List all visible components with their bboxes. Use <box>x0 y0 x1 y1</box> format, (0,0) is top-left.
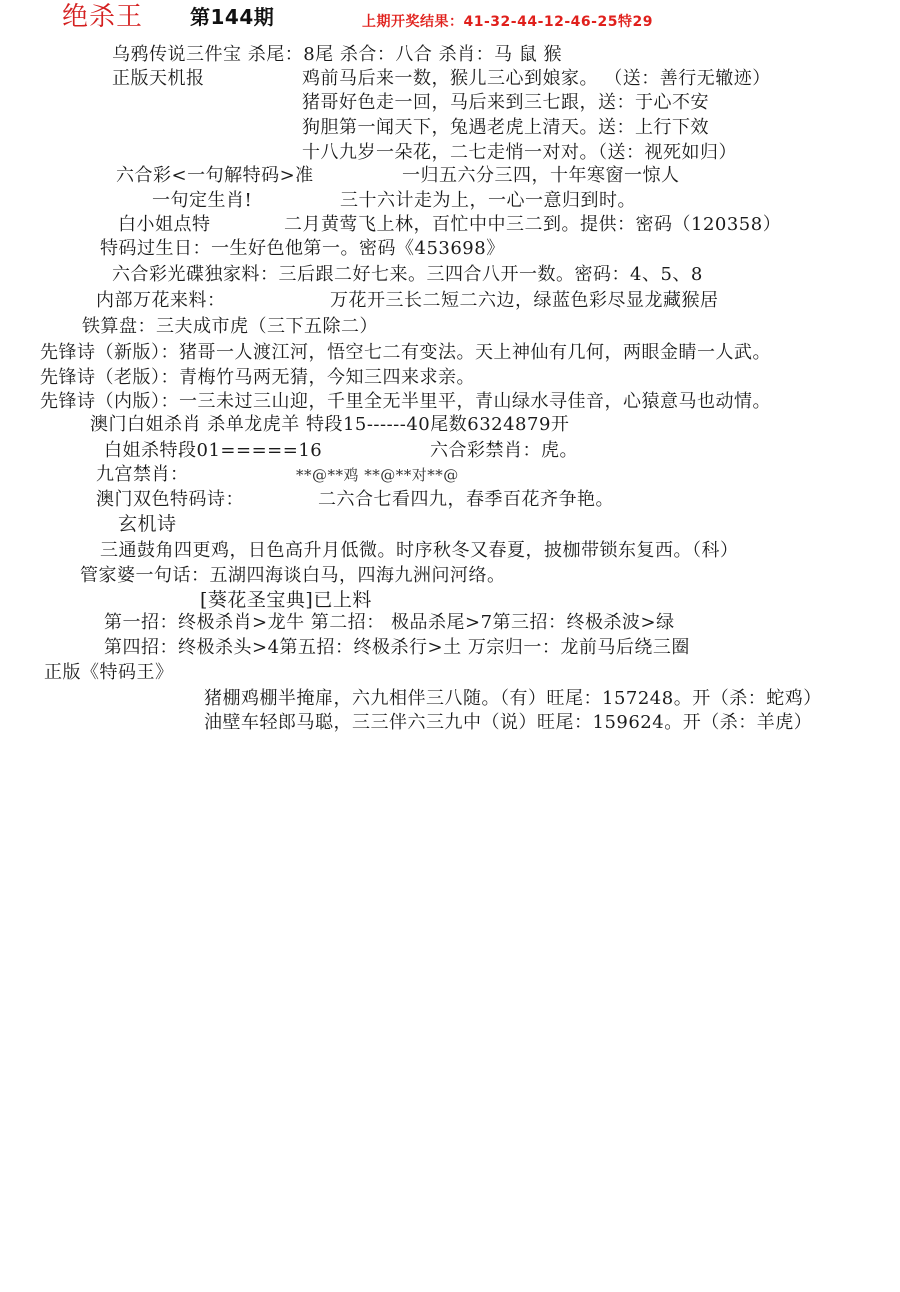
text-line: 正版《特码王》 <box>44 662 174 683</box>
issue-number: 第144期 <box>190 5 275 29</box>
text-line: 先锋诗（老版）：青梅竹马两无猜，今知三四来求亲。 <box>40 367 475 388</box>
text-line: 万花开三长二短二六边，绿蓝色彩尽显龙藏猴居 <box>330 290 719 311</box>
text-line: 猪棚鸡棚半掩扉，六九相伴三八随。（有）旺尾：157248。开（杀：蛇鸡） <box>204 688 822 709</box>
text-line: 六合彩光碟独家料：三后跟二好七来。三四合八开一数。密码：4、5、8 <box>112 264 703 285</box>
text-line: 先锋诗（内版）：一三未过三山迎，千里全无半里平，青山绿水寻佳音，心猿意马也动情。 <box>40 391 771 412</box>
page-title: 绝杀王 <box>62 2 144 32</box>
text-line: 正版天机报 <box>112 68 205 89</box>
text-line: 内部万花来料： <box>96 290 226 311</box>
text-line: 六合彩<一句解特码>准 <box>116 165 314 186</box>
text-line: 六合彩禁肖：虎。 <box>430 440 578 461</box>
section-heading: 玄机诗 <box>118 513 177 535</box>
text-line: 白姐杀特段01=====16 <box>104 440 323 461</box>
text-line: 澳门白姐杀肖 杀单龙虎羊 特段15------40尾数6324879开 <box>90 414 570 435</box>
text-line: **@**鸡 **@**对**@ <box>296 466 459 484</box>
text-line: 狗胆第一闻天下，兔遇老虎上清天。送：上行下效 <box>302 117 709 138</box>
text-line: 三十六计走为上，一心一意归到时。 <box>340 190 636 211</box>
text-line: 白小姐点特 <box>118 214 211 235</box>
last-result: 上期开奖结果：41-32-44-12-46-25特29 <box>362 14 653 30</box>
text-line: 油壁车轻郎马聪，三三伴六三九中（说）旺尾：159624。开（杀：羊虎） <box>204 712 813 733</box>
text-line: 二月黄莺飞上林，百忙中中三二到。提供：密码（120358） <box>284 214 782 235</box>
text-line: 第一招：终极杀肖>龙牛 第二招： 极品杀尾>7第三招：终极杀波>绿 <box>104 612 675 633</box>
text-line: 铁算盘：三夫成市虎（三下五除二） <box>82 316 378 337</box>
text-line: 管家婆一句话：五湖四海谈白马，四海九洲问河络。 <box>80 565 506 586</box>
text-line: 一句定生肖! <box>152 190 253 211</box>
text-line: 二六合七看四九，春季百花齐争艳。 <box>318 489 614 510</box>
text-line: 三通鼓角四更鸡，日色高升月低微。时序秋冬又春夏，披枷带锁东复西。（科） <box>100 540 739 561</box>
text-line: 猪哥好色走一回，马后来到三七跟，送：于心不安 <box>302 92 709 113</box>
text-line: 九宫禁肖： <box>96 464 189 485</box>
section-heading: [葵花圣宝典]已上料 <box>200 589 372 611</box>
text-line: 一归五六分三四，十年寒窗一惊人 <box>402 165 680 186</box>
text-line: 特码过生日：一生好色他第一。密码《453698》 <box>100 238 505 259</box>
text-line: 十八九岁一朵花，二七走悄一对对。（送：视死如归） <box>302 142 737 163</box>
text-line: 先锋诗（新版）：猪哥一人渡江河，悟空七二有变法。天上神仙有几何，两眼金睛一人武。 <box>40 342 771 363</box>
text-line: 澳门双色特码诗： <box>96 489 244 510</box>
text-line: 鸡前马后来一数，猴儿三心到娘家。 （送：善行无辙迹） <box>302 68 771 89</box>
text-line: 乌鸦传说三件宝 杀尾：8尾 杀合：八合 杀肖：马 鼠 猴 <box>112 44 563 65</box>
text-line: 第四招：终极杀头>4第五招：终极杀行>土 万宗归一：龙前马后绕三圈 <box>104 637 690 658</box>
